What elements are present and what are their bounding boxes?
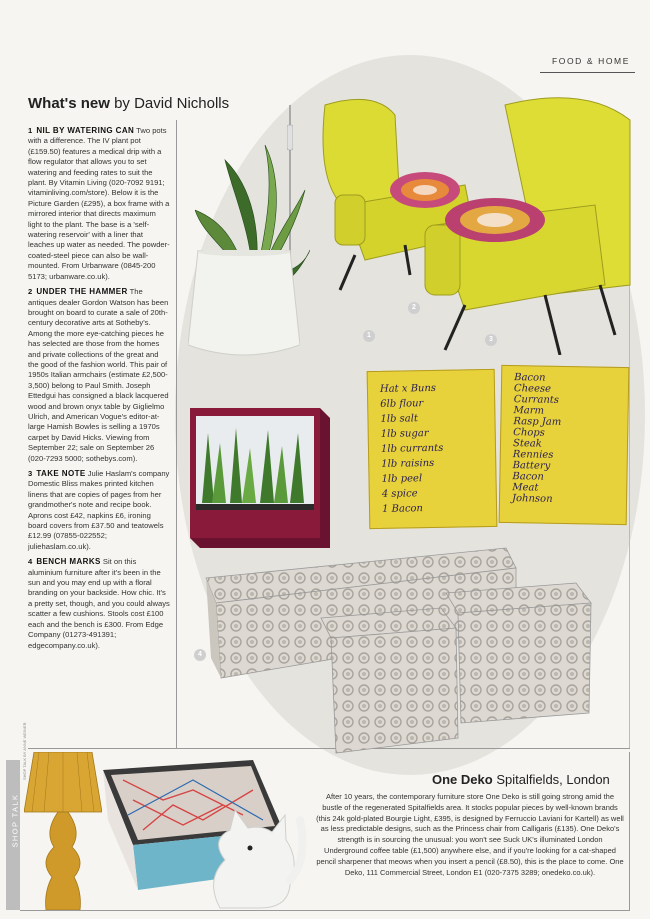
note-line: 1lb sugar <box>380 428 429 440</box>
frame-bottom <box>20 910 630 911</box>
shop-talk-tab <box>6 760 20 910</box>
note-line: Marm <box>513 405 545 417</box>
item-2 <box>28 287 170 464</box>
note-line: Rasp Jam <box>513 416 562 428</box>
shop-talk-label: SHOP TALK <box>10 793 20 848</box>
item-heading: NIL BY WATERING CAN <box>36 126 135 135</box>
one-deko-title <box>432 772 610 787</box>
note-line: 1lb currants <box>380 442 444 455</box>
note-line: Bacon <box>514 372 546 384</box>
cat-sharpener-image <box>200 780 310 910</box>
item-body: The antiques dealer Gordon Watson has been brought on board to curate a sale of 20th-century decorative arts at Sotheby's. Among the more eye-catching pieces he has selected are those from the homes and private collections of the great and the good of the fashion world. This pair of 1950s Italian armchairs (estimate £2,500-3,500) belong to Paul Smith. Joseph Ettedgui has consigned a black lacquered wood and brown onyx table by Giglielmo Ulrich, and American Vogue's editor-at-large Hamish Bowles is selling a 1970s carpet by David Hicks. Viewing from September 22; sale on September 26 (020-7293 5000; sothebys.com). <box>28 287 169 463</box>
header-rule <box>540 72 635 73</box>
item-heading: TAKE NOTE <box>36 469 86 478</box>
note-line: 1lb peel <box>381 473 423 485</box>
item-number: 4 <box>28 557 33 567</box>
item-number: 2 <box>28 287 33 297</box>
note-line: 1 Bacon <box>381 503 424 515</box>
note-line: 1lb salt <box>380 413 419 425</box>
recipe-note-right <box>499 365 630 525</box>
recipe-note-left <box>367 369 498 529</box>
item-body: Sit on this aluminium furniture after it's been in the sun and you may end up with a floral branding on your backside. How chic. It's a pretty set, though, and you could always scatter a few cushions. Stools cost £100 each and the bench is £300. From Edge Company (01273-491391; edgecompany.co.uk). <box>28 557 170 650</box>
shop-talk-credit: SHOP TALK BY ANNE WEINER <box>22 722 27 780</box>
item-body: Julie Haslam's company Domestic Bliss makes printed kitchen linens that are copies of pages from her grandmother's note and recipe book. Aprons cost £42, napkins £6, ironing board covers from £37.50 and teatowels £12.99 (07855-022552; juliehaslam.co.uk). <box>28 469 170 551</box>
item-number: 3 <box>28 469 33 478</box>
aluminium-bench-image <box>196 538 596 763</box>
image-marker-2: 2 <box>408 302 420 314</box>
title-main: What's new <box>28 95 110 112</box>
note-line: Cheese <box>513 383 552 395</box>
item-4 <box>28 557 170 651</box>
note-line: 6lb flour <box>380 398 424 410</box>
page-title <box>28 95 229 112</box>
note-line: Rennies <box>512 449 554 461</box>
text-column <box>28 126 170 656</box>
picture-garden-image <box>190 408 330 548</box>
plant-pot-image <box>188 250 300 360</box>
armchairs-image <box>315 95 635 355</box>
image-marker-4: 4 <box>194 649 206 661</box>
one-deko-location: Spitalfields, London <box>496 772 610 787</box>
one-deko-body: After 10 years, the contemporary furniture store One Deko is still going strong amid the bustle of the regenerated Spitalfields area. It stocks popular pieces by well-known brands (this 24k gold-plated Bourgie Light, £395, is designed by Ferruccio Laviani for Kartell) as well as less predictable designs, such as the Princess chair from Calligaris (£135). One Deko's strength is in sourcing the unusual: you won't see Suck UK's illuminated London Underground coffee table (£1,500) anywhere else, and if you're looking for a cat-shaped pencil sharpener that meows when you insert a pencil (£8.50), this is the place to come. One Deko, 111 Commercial Street, London E1 (020-7375 3289; onedeko.co.uk). <box>316 792 624 877</box>
item-heading: UNDER THE HAMMER <box>36 287 128 297</box>
note-line: 4 spice <box>381 488 418 500</box>
note-line: Bacon <box>512 471 544 483</box>
title-byline: by David Nicholls <box>114 95 230 112</box>
frame-right-bottom <box>629 752 630 910</box>
section-label: FOOD & HOME <box>551 56 630 66</box>
note-line: Battery <box>512 460 551 472</box>
note-line: Chops <box>513 427 545 439</box>
note-line: Meat <box>512 482 539 494</box>
column-divider <box>176 120 177 748</box>
note-line: 1lb raisins <box>381 457 435 470</box>
item-heading: BENCH MARKS <box>36 557 101 567</box>
image-marker-1: 1 <box>363 330 375 342</box>
note-line: Steak <box>512 438 542 450</box>
one-deko-name: One Deko <box>432 772 493 787</box>
item-1 <box>28 126 170 282</box>
bourgie-lamp-image <box>24 752 102 912</box>
item-3 <box>28 469 170 552</box>
note-line: Currants <box>513 394 560 406</box>
note-line: Hat x Buns <box>379 382 437 395</box>
note-line: Johnson <box>511 493 553 505</box>
image-marker-3: 3 <box>485 334 497 346</box>
item-body: Two pots with a difference. The IV plant pot (£159.50) features a medical drip with a flow regulator that allows you to set watering and feeding rates to suit the plant. By Vitamin Living (020-7092 9191; vitaminliving.com/store). Below it is the Picture Garden (£295), a box frame with a mirrored interior that directs maximum light to the plant. The base is a 'self-watering reservoir' with a liner that leaches up water as needed. The powder-coated-steel piece can also be wall-mounted. From Urbanware (0845-200 5173; urbanware.co.uk). <box>28 126 170 281</box>
item-number: 1 <box>28 126 33 135</box>
